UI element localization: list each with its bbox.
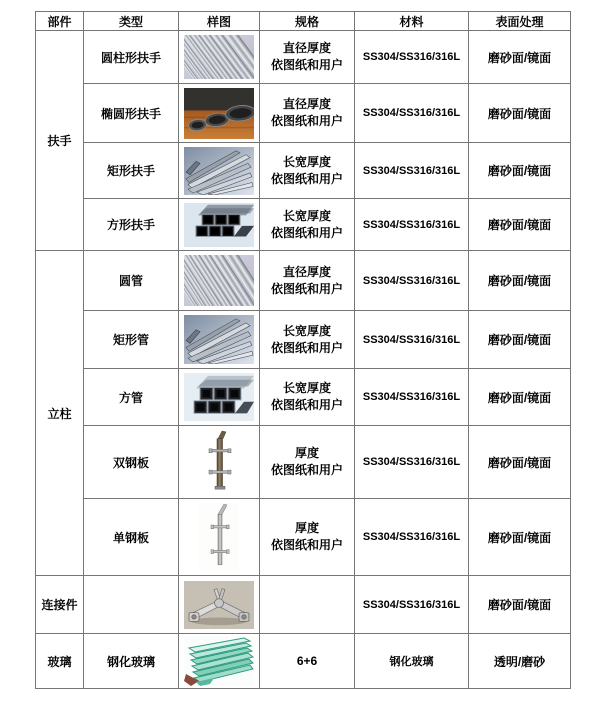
square-tubes-photo bbox=[179, 373, 259, 421]
round-tubes-photo bbox=[179, 255, 259, 306]
type-cell bbox=[84, 576, 179, 634]
surface-cell: 磨砂面/镜面 bbox=[469, 199, 571, 251]
type-cell: 椭圆形扶手 bbox=[84, 84, 179, 143]
spec-cell: 厚度 依图纸和用户 bbox=[260, 426, 355, 499]
part-cell-connector: 连接件 bbox=[36, 576, 84, 634]
type-cell: 圆柱形扶手 bbox=[84, 31, 179, 84]
photo-cell bbox=[179, 311, 260, 369]
table-row bbox=[36, 143, 571, 199]
round-tubes-photo bbox=[179, 35, 259, 79]
material-cell: 钢化玻璃 bbox=[355, 634, 469, 689]
table-row bbox=[36, 84, 571, 143]
part-cell-post: 立柱 bbox=[36, 251, 84, 576]
spec-cell: 直径厚度 依图纸和用户 bbox=[260, 251, 355, 311]
type-cell: 钢化玻璃 bbox=[84, 634, 179, 689]
spec-cell: 长宽厚度 依图纸和用户 bbox=[260, 369, 355, 426]
single-steel-plate-post-photo bbox=[179, 503, 259, 571]
type-cell: 双钢板 bbox=[84, 426, 179, 499]
part-cell-handrail: 扶手 bbox=[36, 31, 84, 251]
spec-cell bbox=[260, 576, 355, 634]
spec-cell: 6+6 bbox=[260, 634, 355, 689]
header-part: 部件 bbox=[36, 12, 84, 31]
double-steel-plate-post-photo bbox=[179, 430, 259, 494]
header-type: 类型 bbox=[84, 12, 179, 31]
material-cell: SS304/SS316/316L bbox=[355, 311, 469, 369]
header-surface-treatment: 表面处理 bbox=[469, 12, 571, 31]
photo-cell bbox=[179, 576, 260, 634]
table-row bbox=[36, 199, 571, 251]
photo-cell bbox=[179, 251, 260, 311]
surface-cell: 磨砂面/镜面 bbox=[469, 251, 571, 311]
surface-cell: 磨砂面/镜面 bbox=[469, 499, 571, 576]
table-row bbox=[36, 634, 571, 689]
component-spec-table bbox=[35, 11, 571, 689]
type-cell: 矩形管 bbox=[84, 311, 179, 369]
spec-cell: 厚度 依图纸和用户 bbox=[260, 499, 355, 576]
material-cell: SS304/SS316/316L bbox=[355, 143, 469, 199]
spec-cell: 直径厚度 依图纸和用户 bbox=[260, 84, 355, 143]
surface-cell: 磨砂面/镜面 bbox=[469, 84, 571, 143]
photo-cell bbox=[179, 369, 260, 426]
square-tubes-dark-photo bbox=[179, 203, 259, 247]
material-cell: SS304/SS316/316L bbox=[355, 251, 469, 311]
surface-cell: 磨砂面/镜面 bbox=[469, 426, 571, 499]
table-row bbox=[36, 499, 571, 576]
type-cell: 方形扶手 bbox=[84, 199, 179, 251]
header-sample-image: 样图 bbox=[179, 12, 260, 31]
type-cell: 矩形扶手 bbox=[84, 143, 179, 199]
surface-cell: 磨砂面/镜面 bbox=[469, 369, 571, 426]
photo-cell bbox=[179, 499, 260, 576]
connector-fitting-photo bbox=[179, 581, 259, 629]
table-row bbox=[36, 426, 571, 499]
material-cell: SS304/SS316/316L bbox=[355, 31, 469, 84]
material-cell: SS304/SS316/316L bbox=[355, 576, 469, 634]
header-specification: 规格 bbox=[260, 12, 355, 31]
spec-cell: 长宽厚度 依图纸和用户 bbox=[260, 311, 355, 369]
material-cell: SS304/SS316/316L bbox=[355, 499, 469, 576]
photo-cell bbox=[179, 199, 260, 251]
surface-cell: 磨砂面/镜面 bbox=[469, 576, 571, 634]
table-row bbox=[36, 369, 571, 426]
type-cell: 方管 bbox=[84, 369, 179, 426]
rect-bars-photo bbox=[179, 147, 259, 195]
spec-cell: 长宽厚度 依图纸和用户 bbox=[260, 143, 355, 199]
photo-cell bbox=[179, 143, 260, 199]
header-row bbox=[36, 12, 571, 31]
material-cell: SS304/SS316/316L bbox=[355, 84, 469, 143]
table-row bbox=[36, 311, 571, 369]
photo-cell bbox=[179, 84, 260, 143]
material-cell: SS304/SS316/316L bbox=[355, 369, 469, 426]
type-cell: 单钢板 bbox=[84, 499, 179, 576]
photo-cell bbox=[179, 634, 260, 689]
surface-cell: 磨砂面/镜面 bbox=[469, 311, 571, 369]
rect-bars-photo bbox=[179, 315, 259, 364]
type-cell: 圆管 bbox=[84, 251, 179, 311]
material-cell: SS304/SS316/316L bbox=[355, 199, 469, 251]
spec-cell: 长宽厚度 依图纸和用户 bbox=[260, 199, 355, 251]
table-row bbox=[36, 251, 571, 311]
surface-cell: 透明/磨砂 bbox=[469, 634, 571, 689]
oval-tubes-photo bbox=[179, 88, 259, 139]
material-cell: SS304/SS316/316L bbox=[355, 426, 469, 499]
spec-cell: 直径厚度 依图纸和用户 bbox=[260, 31, 355, 84]
tempered-glass-photo bbox=[179, 636, 259, 686]
table-row bbox=[36, 576, 571, 634]
photo-cell bbox=[179, 426, 260, 499]
table-row bbox=[36, 31, 571, 84]
part-cell-glass: 玻璃 bbox=[36, 634, 84, 689]
surface-cell: 磨砂面/镜面 bbox=[469, 143, 571, 199]
header-material: 材料 bbox=[355, 12, 469, 31]
photo-cell bbox=[179, 31, 260, 84]
surface-cell: 磨砂面/镜面 bbox=[469, 31, 571, 84]
